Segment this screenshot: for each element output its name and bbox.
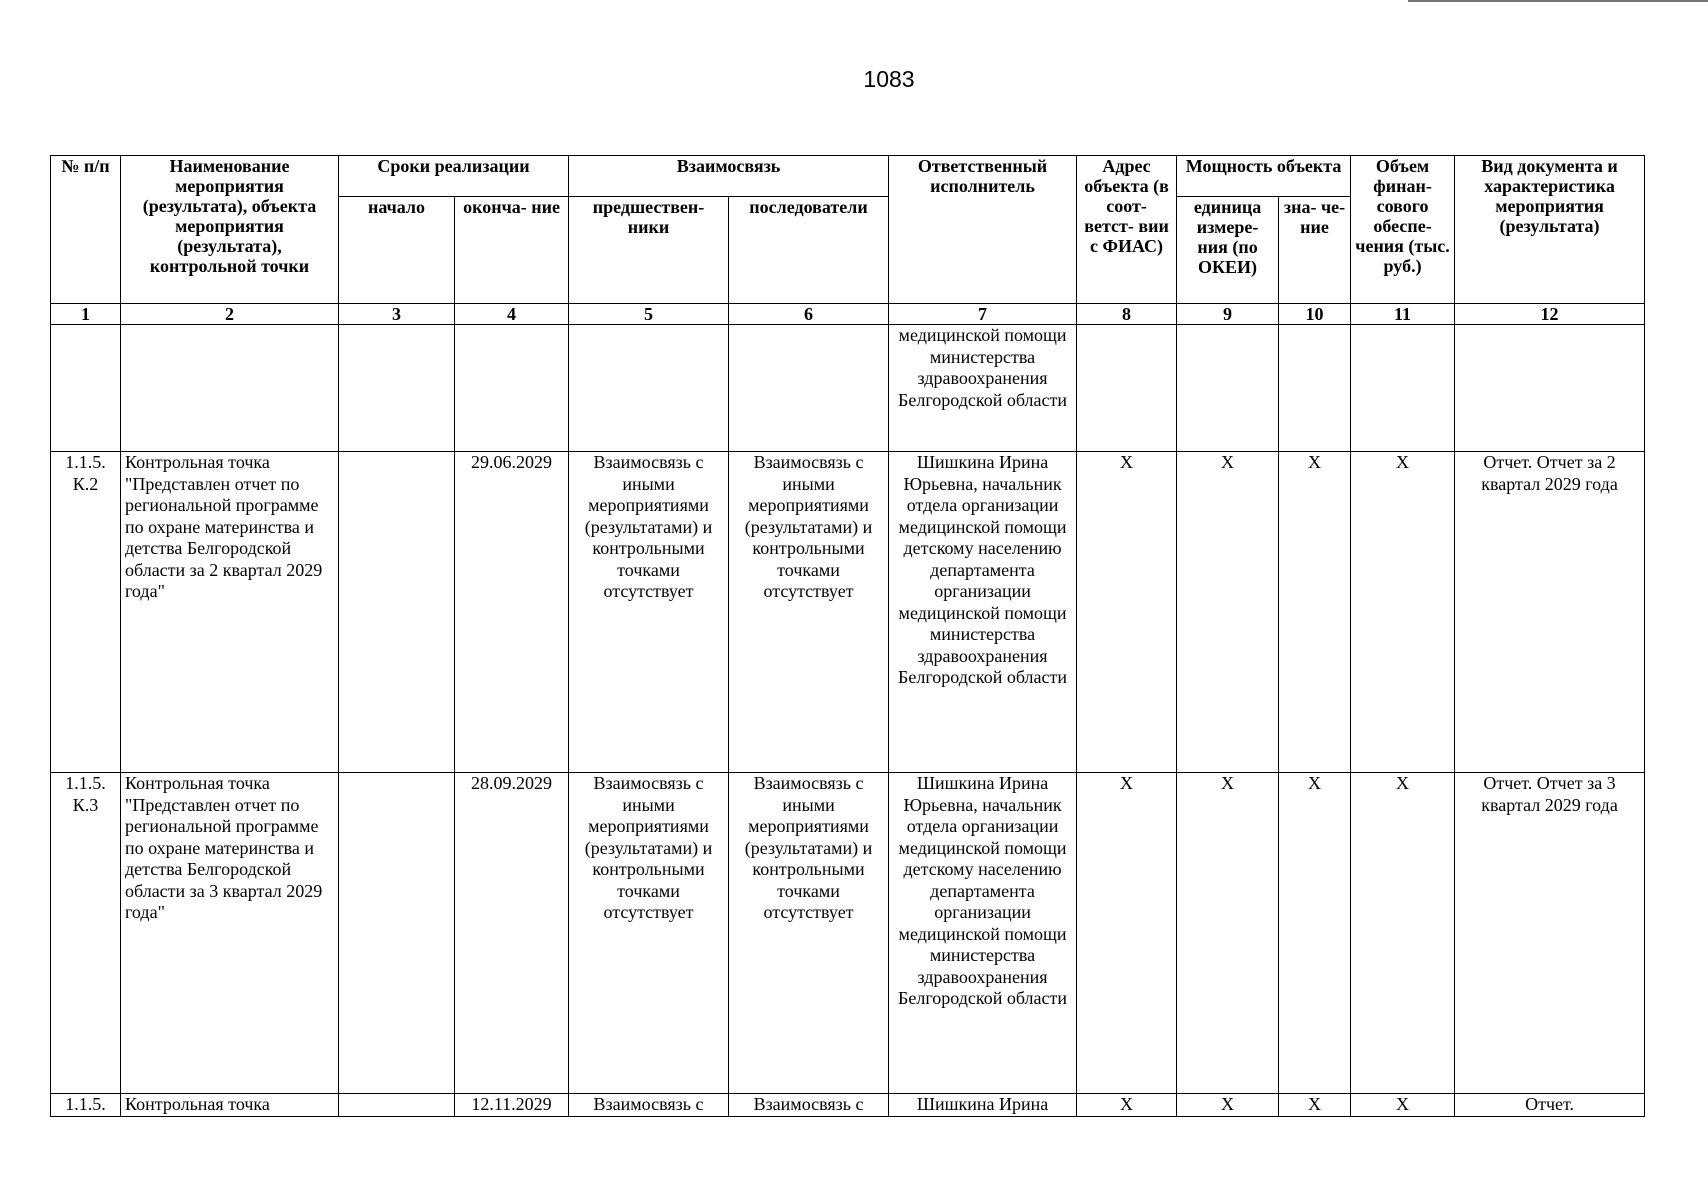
col-number: 1: [51, 304, 121, 325]
col-number: 7: [889, 304, 1077, 325]
header-terms-end: оконча- ние: [455, 197, 569, 304]
header-responsible: Ответственный исполнитель: [889, 156, 1077, 304]
cell-succ: Взаимосвязь с иными мероприятиями (результатами) и контрольными точками отсутствует: [729, 773, 889, 1094]
cell-pred: Взаимосвязь с: [569, 1094, 729, 1117]
cell-unit: X: [1177, 773, 1279, 1094]
cell-unit: X: [1177, 452, 1279, 773]
cell-succ: Взаимосвязь с иными мероприятиями (результатами) и контрольными точками отсутствует: [729, 452, 889, 773]
cell-name: Контрольная точка: [121, 1094, 339, 1117]
cell-pred: Взаимосвязь с иными мероприятиями (результатами) и контрольными точками отсутствует: [569, 452, 729, 773]
col-number: 4: [455, 304, 569, 325]
header-link: Взаимосвязь: [569, 156, 889, 197]
cell-finance: X: [1351, 1094, 1455, 1117]
cell-value: X: [1279, 773, 1351, 1094]
cell-start: [339, 452, 455, 773]
cell-address: X: [1077, 452, 1177, 773]
col-number: 12: [1455, 304, 1645, 325]
cell-start: [339, 773, 455, 1094]
header-address: Адрес объекта (в соот- ветст- вии с ФИАС): [1077, 156, 1177, 304]
cell-responsible: медицинской помощи министерства здравоохранения Белгородской области: [889, 325, 1077, 452]
cell-finance: X: [1351, 773, 1455, 1094]
col-number: 5: [569, 304, 729, 325]
header-doc-type: Вид документа и характеристика мероприятия (результата): [1455, 156, 1645, 304]
cell-address: X: [1077, 773, 1177, 1094]
cell-doc: Отчет. Отчет за 2 квартал 2029 года: [1455, 452, 1645, 773]
header-cap-value: зна- че- ние: [1279, 197, 1351, 304]
header-cap-unit: единица измере- ния (по ОКЕИ): [1177, 197, 1279, 304]
col-number: 11: [1351, 304, 1455, 325]
table-row: [51, 1094, 1645, 1117]
cell-name: Контрольная точка "Представлен отчет по региональной программе по охране материнства и детства Белгородской области за 3 квартал 2029 года": [121, 773, 339, 1094]
header-num: № п/п: [51, 156, 121, 304]
cell-unit: X: [1177, 1094, 1279, 1117]
cell-end: 29.06.2029: [455, 452, 569, 773]
cell-name: Контрольная точка "Представлен отчет по региональной программе по охране материнства и детства Белгородской области за 2 квартал 2029 года": [121, 452, 339, 773]
header-name: Наименование мероприятия (результата), объекта мероприятия (результата), контрольной точки: [121, 156, 339, 304]
page-number: 1083: [863, 66, 915, 92]
header-capacity: Мощность объекта: [1177, 156, 1351, 197]
cell-finance: X: [1351, 452, 1455, 773]
header-terms-start: начало: [339, 197, 455, 304]
cell-doc: Отчет. Отчет за 3 квартал 2029 года: [1455, 773, 1645, 1094]
col-number: 8: [1077, 304, 1177, 325]
header-terms: Сроки реализации: [339, 156, 569, 197]
col-number: 10: [1279, 304, 1351, 325]
cell-start: [339, 1094, 455, 1117]
cell-end: 12.11.2029: [455, 1094, 569, 1117]
cell-doc: Отчет.: [1455, 1094, 1645, 1117]
events-table: [50, 155, 1645, 1117]
column-numbers-row: [51, 304, 1645, 325]
col-number: 3: [339, 304, 455, 325]
cell-responsible: Шишкина Ирина Юрьевна, начальник отдела организации медицинской помощи детскому населению департамента организации медицинской помощи министерства здравоохранения Белгородской области: [889, 452, 1077, 773]
cell-responsible: Шишкина Ирина: [889, 1094, 1077, 1117]
header-link-pred: предшествен- ники: [569, 197, 729, 304]
cell-address: X: [1077, 1094, 1177, 1117]
col-number: 2: [121, 304, 339, 325]
cell-end: 28.09.2029: [455, 773, 569, 1094]
header-link-succ: последователи: [729, 197, 889, 304]
col-number: 9: [1177, 304, 1279, 325]
table-row-continuation: [51, 325, 1645, 452]
cell-value: X: [1279, 452, 1351, 773]
header-row-1: [51, 156, 1645, 197]
cell-num: 1.1.5. К.3: [51, 773, 121, 1094]
cell-num: 1.1.5. К.2: [51, 452, 121, 773]
cell-succ: Взаимосвязь с: [729, 1094, 889, 1117]
header-finance: Объем финан- сового обеспе- чения (тыс. руб.): [1351, 156, 1455, 304]
table-row: [51, 452, 1645, 773]
cell-num: 1.1.5.: [51, 1094, 121, 1117]
cell-pred: Взаимосвязь с иными мероприятиями (результатами) и контрольными точками отсутствует: [569, 773, 729, 1094]
top-edge-line: [1408, 0, 1708, 2]
cell-responsible: Шишкина Ирина Юрьевна, начальник отдела организации медицинской помощи детскому населению департамента организации медицинской помощи министерства здравоохранения Белгородской области: [889, 773, 1077, 1094]
cell-value: X: [1279, 1094, 1351, 1117]
table-row: [51, 773, 1645, 1094]
col-number: 6: [729, 304, 889, 325]
